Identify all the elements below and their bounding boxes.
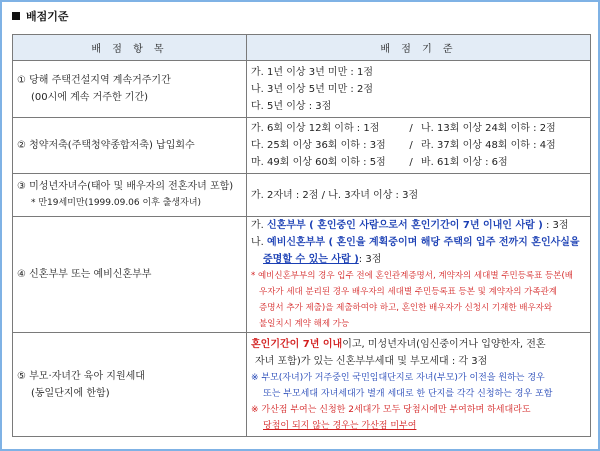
criteria-cell <box>247 174 591 217</box>
prospective-newlywed-definition-cont: 증명할 수 있는 사람 ) <box>263 254 359 265</box>
table-row <box>13 174 591 217</box>
criteria-text: 다. 25회 이상 36회 이하 : 3점 <box>251 140 386 151</box>
criteria-line <box>251 217 586 234</box>
criteria-text: 나. 3년 이상 5년 미만 : 2점 <box>251 83 373 95</box>
table-header-row <box>13 35 591 61</box>
header-criteria: 배 점 기 준 <box>247 35 591 61</box>
item-text: ③ 미성년자녀수(태아 및 배우자의 전혼자녀 포함) <box>17 181 234 192</box>
note-text: 또는 부모세대 자녀세대가 별개 세대로 한 단지를 각각 신청하는 경우 포함 <box>263 388 553 399</box>
scoring-criteria-table <box>12 34 591 437</box>
note-text: 우자가 세대 분리된 경우 배우자의 세대별 주민등록표 등본 및 계약자의 가족관계 <box>259 287 557 297</box>
section-heading <box>12 8 69 24</box>
pair-separator: / <box>409 140 413 151</box>
pair-separator: / <box>409 123 413 134</box>
item-subtext: (동일단지에 한함) <box>31 387 110 399</box>
item-cell <box>13 333 247 437</box>
criteria-prefix: 가. <box>251 220 268 231</box>
criteria-text: 다. 5년 이상 : 3점 <box>251 100 332 112</box>
item-cell <box>13 118 247 174</box>
criteria-text: 라. 37회 이상 48회 이하 : 4점 <box>421 140 556 151</box>
criteria-text: 바. 61회 이상 : 6점 <box>421 157 508 168</box>
header-item: 배 점 항 목 <box>13 35 247 61</box>
criteria-pair <box>251 137 586 154</box>
table-row <box>13 217 591 333</box>
item-cell <box>13 217 247 333</box>
item-cell <box>13 61 247 118</box>
note-text: * 예비신혼부부의 경우 입주 전에 혼인관계증명서, 계약자의 세대별 주민등록표 등본(배 <box>251 271 573 281</box>
note-text: ※ 가산점 부여는 신청한 2세대가 모두 당첨시에만 부여하며 하세대라도 <box>251 404 531 415</box>
criteria-text: 가. 2자녀 : 2점 / 나. 3자녀 이상 : 3점 <box>251 189 419 201</box>
note-text: 불일치시 계약 해제 가능 <box>259 319 350 329</box>
criteria-score: : 3점 <box>358 254 382 265</box>
item-subtext: (00시에 계속 거주한 기간) <box>31 92 149 103</box>
item-cell <box>13 174 247 217</box>
table-row <box>13 61 591 118</box>
criteria-cell <box>247 217 591 333</box>
note-text: ※ 부모(자녀)가 거주중인 국민임대단지로 자녀(부모)가 이전을 원하는 경우 <box>251 372 545 383</box>
item-text: ④ 신혼부부 또는 예비신혼부부 <box>17 269 152 280</box>
black-square-icon <box>12 12 20 20</box>
table-row <box>13 333 591 437</box>
criteria-score: : 3점 <box>542 220 569 231</box>
table-row <box>13 118 591 174</box>
criteria-text: 가. 6회 이상 12회 이하 : 1점 <box>251 123 380 134</box>
criteria-text: 이고, 미성년자녀(임신중이거나 입양한자, 전혼 <box>342 338 546 350</box>
note-text: 증명서 추가 제출)을 제출하여야 하고, 혼인한 배우자가 신청시 기재한 배우자와 <box>259 303 553 313</box>
criteria-text: 마. 49회 이상 60회 이하 : 5점 <box>251 157 386 168</box>
criteria-cell <box>247 333 591 437</box>
prospective-newlywed-definition: 예비신혼부부 ( 혼인을 계획중이며 해당 주택의 입주 전까지 혼인사실을 <box>267 237 580 248</box>
criteria-line <box>251 336 586 353</box>
item-text: ② 청약저축(주택청약종합저축) 납입회수 <box>17 140 195 151</box>
pair-separator: / <box>409 157 413 168</box>
criteria-pair <box>251 120 586 137</box>
criteria-text: 자녀 포함)가 있는 신혼부부세대 및 부모세대 : 각 3점 <box>255 355 488 367</box>
newlywed-definition: 신혼부부 ( 혼인중인 사람으로서 혼인기간이 7년 이내인 사람 ) <box>267 220 543 231</box>
criteria-pair <box>251 154 586 171</box>
note-text: 당첨이 되지 않는 경우는 가산점 미부여 <box>263 420 417 431</box>
item-subtext: * 만19세미만(1999.09.06 이후 출생자녀) <box>31 198 202 208</box>
criteria-line <box>251 251 586 268</box>
item-text: ① 당해 주택건설지역 계속거주기간 <box>17 75 171 86</box>
criteria-prefix: 나. <box>251 237 268 248</box>
criteria-text: 나. 13회 이상 24회 이하 : 2점 <box>421 123 556 134</box>
criteria-cell <box>247 61 591 118</box>
criteria-text: 가. 1년 이상 3년 미만 : 1점 <box>251 66 373 78</box>
criteria-line <box>251 234 586 251</box>
marriage-period-highlight: 혼인기간이 7년 이내 <box>251 338 343 350</box>
item-text: ⑤ 부모·자녀간 육아 지원세대 <box>17 370 145 382</box>
criteria-cell <box>247 118 591 174</box>
section-heading-label: 배점기준 <box>26 10 69 23</box>
